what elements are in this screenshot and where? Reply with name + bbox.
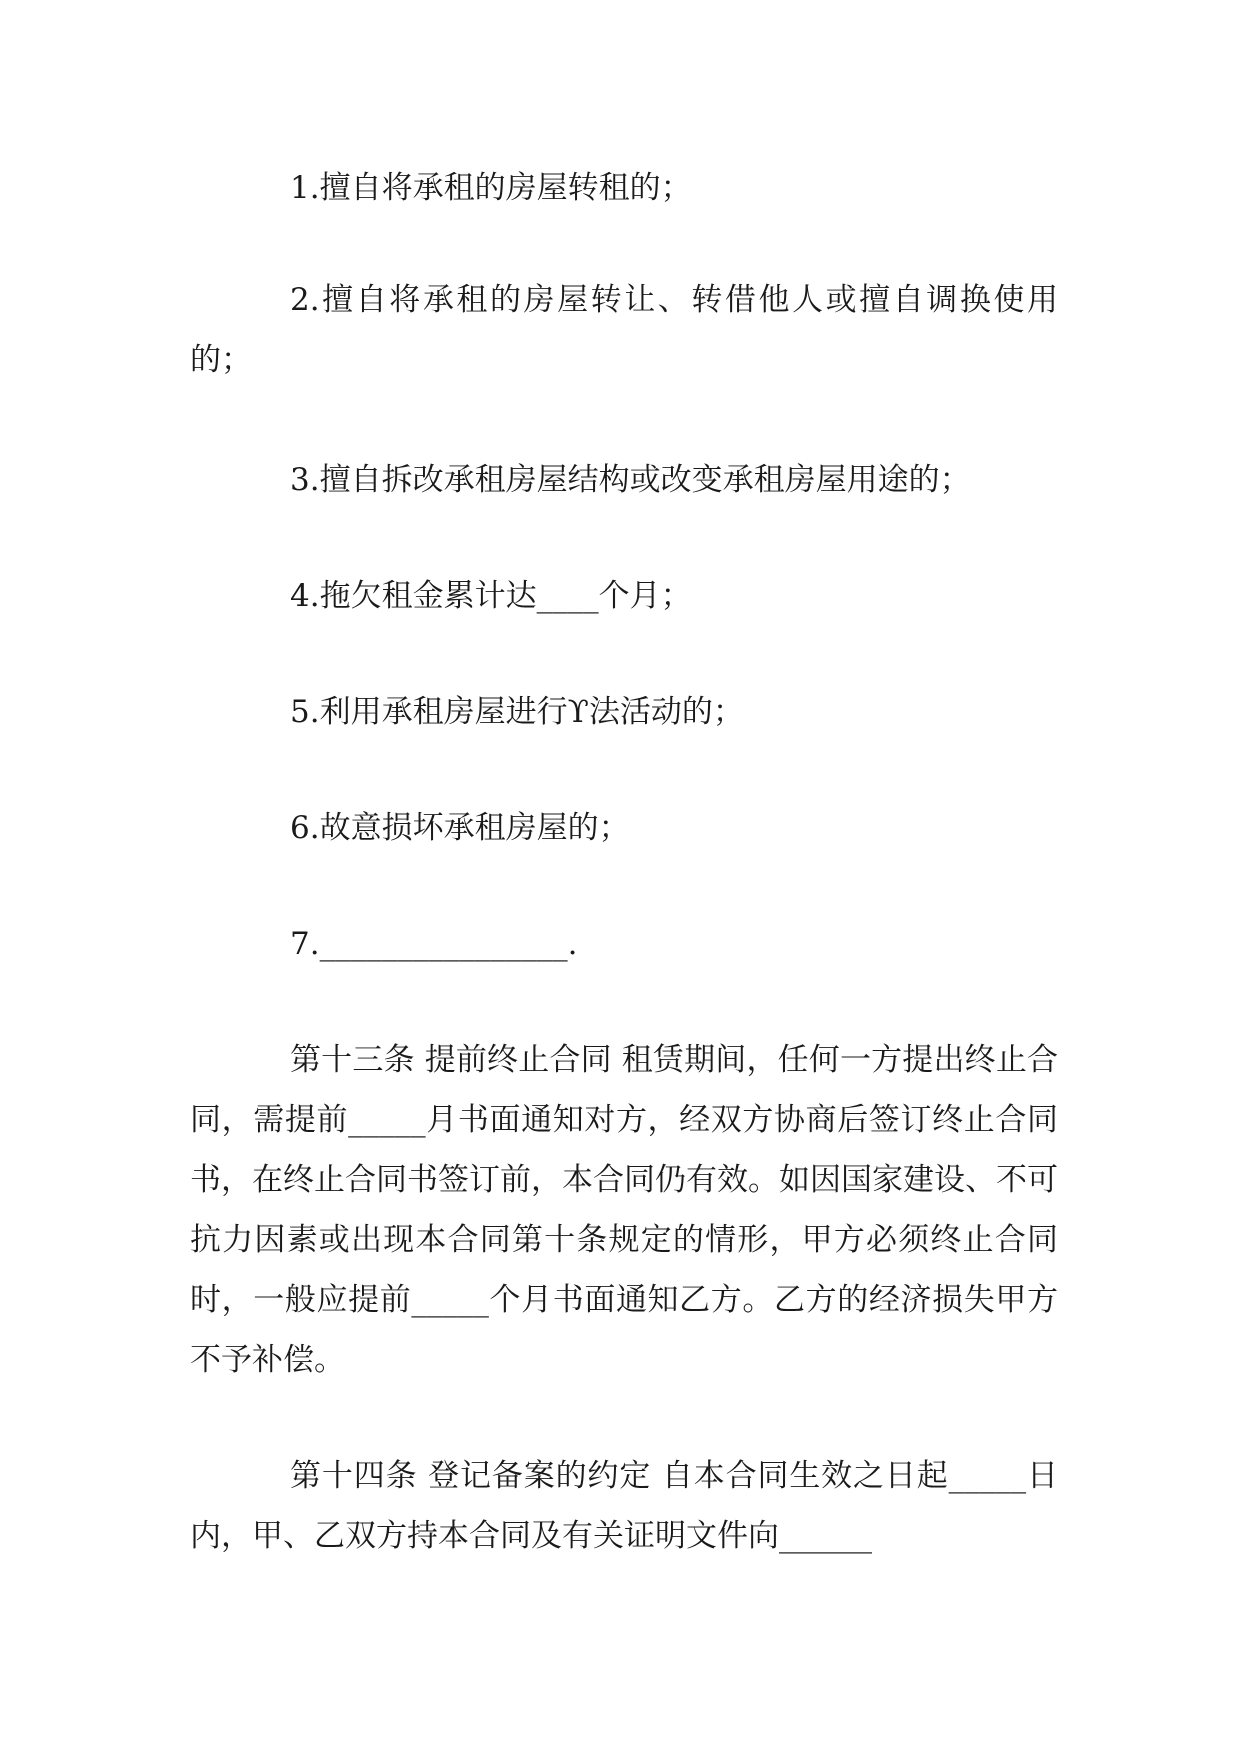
article-13-early-termination: 第十三条 提前终止合同 租赁期间，任何一方提出终止合同，需提前_____月书面通知对方，经双方协商后签订终止合同书，在终止合同书签订前，本合同仍有效。如因国家建设、不可抗力因素或出现本合同第十条规定的情形，甲方必须终止合同时，一般应提前_____个月书面通知乙方。乙方的经济损失甲方不予补偿。 <box>190 1042 1058 1378</box>
clause-item-6: 6.故意损坏承租房屋的； <box>290 810 630 846</box>
article-14-registration: 第十四条 登记备案的约定 自本合同生效之日起_____日内，甲、乙双方持本合同及有关证明文件向______ <box>190 1458 1058 1554</box>
clause-item-3: 3.擅自拆改承租房屋结构或改变承租房屋用途的； <box>290 462 971 498</box>
clause-item-7: 7.________________. <box>290 926 578 962</box>
clause-item-4: 4.拖欠租金累计达____个月； <box>290 578 692 614</box>
clause-item-2: 2.擅自将承租的房屋转让、转借他人或擅自调换使用的； <box>190 282 1058 378</box>
clause-item-1: 1.擅自将承租的房屋转租的； <box>290 170 692 206</box>
clause-item-5: 5.利用承租房屋进行ϒ法活动的； <box>290 694 744 730</box>
